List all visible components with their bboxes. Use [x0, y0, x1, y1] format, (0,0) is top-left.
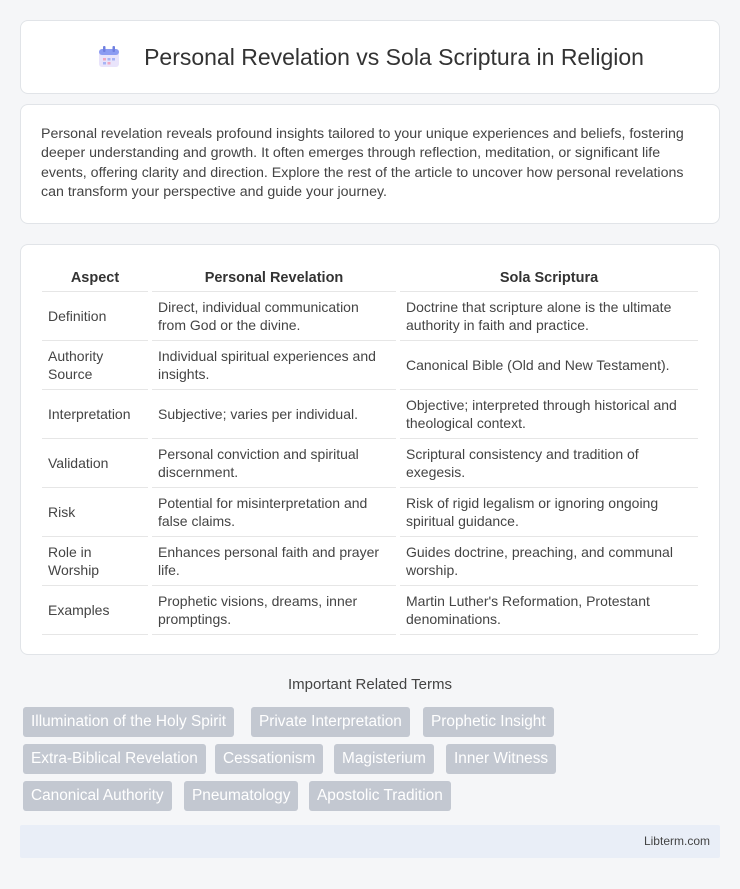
- intro-card: [20, 104, 720, 224]
- related-term-tag[interactable]: Illumination of the Holy Spirit: [23, 707, 234, 737]
- table-cell-personal-revelation: Enhances personal faith and prayer life.: [150, 536, 398, 585]
- table-cell-sola-scriptura: Risk of rigid legalism or ignoring ongoing spiritual guidance.: [398, 487, 698, 536]
- table-cell-sola-scriptura: Scriptural consistency and tradition of exegesis.: [398, 438, 698, 487]
- footer-site-link[interactable]: Libterm.com: [643, 834, 710, 848]
- related-term-tag[interactable]: Apostolic Tradition: [309, 781, 451, 811]
- table-cell-aspect: Examples: [42, 585, 150, 634]
- column-header-sola-scriptura: Sola Scriptura: [398, 265, 698, 291]
- table-row: [42, 536, 698, 585]
- calendar-icon: [96, 44, 122, 70]
- related-term-tag[interactable]: Cessationism: [215, 744, 323, 774]
- table-cell-personal-revelation: Individual spiritual experiences and insights.: [150, 340, 398, 389]
- footer: [20, 825, 720, 858]
- related-term-tag[interactable]: Magisterium: [334, 744, 434, 774]
- column-header-personal-revelation: Personal Revelation: [150, 265, 398, 291]
- comparison-table: [42, 265, 698, 635]
- table-row: [42, 291, 698, 340]
- table-header-row: [42, 265, 698, 291]
- related-term-tag[interactable]: Private Interpretation: [251, 707, 410, 737]
- table-cell-personal-revelation: Prophetic visions, dreams, inner promptings.: [150, 585, 398, 634]
- table-cell-sola-scriptura: Guides doctrine, preaching, and communal worship.: [398, 536, 698, 585]
- table-cell-personal-revelation: Direct, individual communication from God or the divine.: [150, 291, 398, 340]
- related-terms-heading: Important Related Terms: [288, 676, 452, 693]
- related-term-tag[interactable]: Pneumatology: [184, 781, 298, 811]
- table-cell-sola-scriptura: Doctrine that scripture alone is the ultimate authority in faith and practice.: [398, 291, 698, 340]
- table-cell-aspect: Validation: [42, 438, 150, 487]
- related-term-tag[interactable]: Inner Witness: [446, 744, 556, 774]
- column-header-aspect: Aspect: [42, 265, 150, 291]
- table-cell-aspect: Definition: [42, 291, 150, 340]
- table-cell-personal-revelation: Personal conviction and spiritual discernment.: [150, 438, 398, 487]
- comparison-card: [20, 244, 720, 655]
- intro-text: Personal revelation reveals profound insights tailored to your unique experiences and beliefs, fostering deeper understanding and growth. It often emerges through reflection, meditation, or significant life events, offering clarity and direction. Explore the rest of the article to uncover how personal revelations can transform your perspective and guide your journey.: [41, 126, 684, 201]
- table-row: [42, 585, 698, 634]
- table-cell-aspect: Risk: [42, 487, 150, 536]
- table-cell-sola-scriptura: Objective; interpreted through historical and theological context.: [398, 389, 698, 438]
- title-card: [20, 20, 720, 94]
- table-cell-aspect: Interpretation: [42, 389, 150, 438]
- related-term-tag[interactable]: Extra-Biblical Revelation: [23, 744, 206, 774]
- table-row: [42, 389, 698, 438]
- table-cell-personal-revelation: Potential for misinterpretation and false claims.: [150, 487, 398, 536]
- table-cell-aspect: Role in Worship: [42, 536, 150, 585]
- table-cell-aspect: Authority Source: [42, 340, 150, 389]
- table-cell-personal-revelation: Subjective; varies per individual.: [150, 389, 398, 438]
- table-row: [42, 487, 698, 536]
- page-title: Personal Revelation vs Sola Scriptura in Religion: [144, 43, 644, 70]
- table-cell-sola-scriptura: Martin Luther's Reformation, Protestant denominations.: [398, 585, 698, 634]
- related-term-tag[interactable]: Canonical Authority: [23, 781, 172, 811]
- related-term-tag[interactable]: Prophetic Insight: [423, 707, 554, 737]
- table-row: [42, 340, 698, 389]
- table-row: [42, 438, 698, 487]
- table-cell-sola-scriptura: Canonical Bible (Old and New Testament).: [398, 340, 698, 389]
